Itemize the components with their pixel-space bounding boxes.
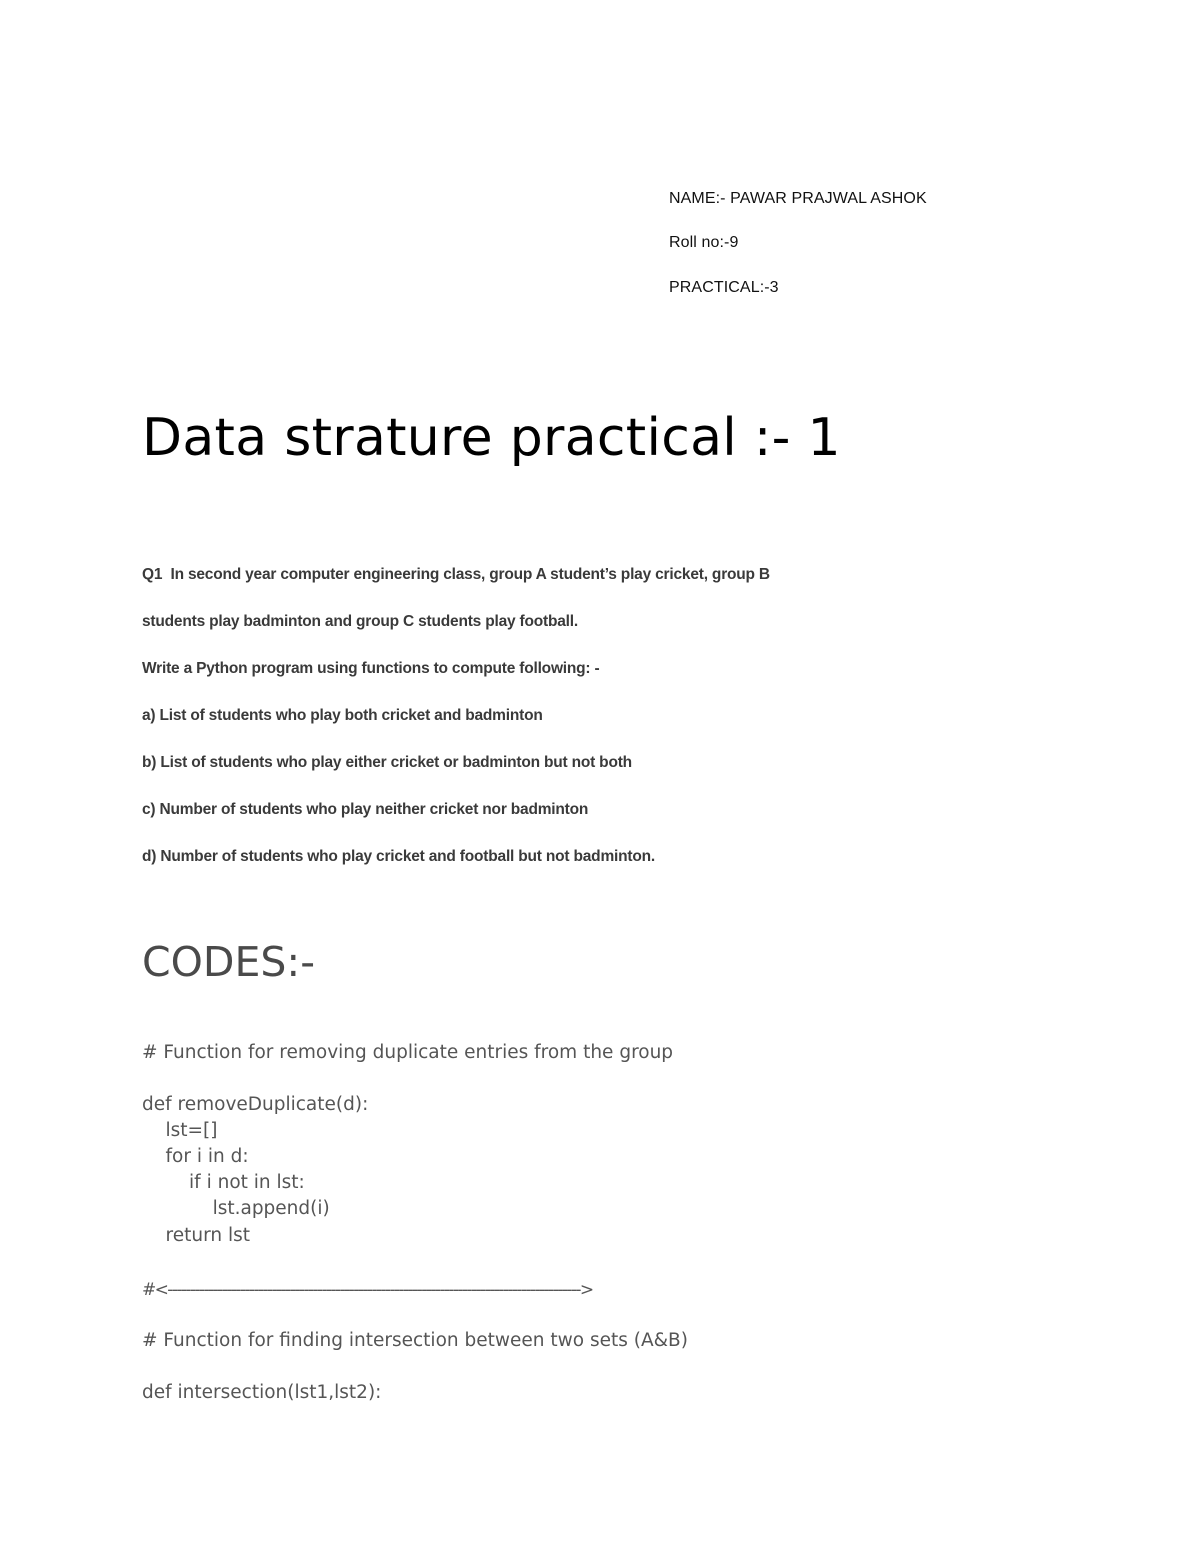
question-line: Write a Python program using functions to compute following: - (142, 660, 600, 677)
practical-number: PRACTICAL:-3 (669, 279, 779, 296)
code-line: def intersection(lst1,lst2): (142, 1382, 382, 1403)
code-line: for i in d: (142, 1146, 249, 1167)
document-title: Data strature practical :- 1 (142, 408, 841, 468)
question-line: students play badminton and group C students play football. (142, 613, 578, 630)
question-item-d: d) Number of students who play cricket and football but not badminton. (142, 848, 656, 865)
question-line: Q1 In second year computer engineering class, group A student’s play cricket, group B (142, 566, 770, 583)
question-item-a: a) List of students who play both cricket and badminton (142, 707, 543, 724)
code-comment: # Function for removing duplicate entries from the group (142, 1042, 674, 1063)
question-item-b: b) List of students who play either cricket or badminton but not both (142, 754, 632, 771)
code-line: return lst (142, 1225, 251, 1246)
code-separator: #<-------------------------------------------------------------------------------------------> (142, 1280, 593, 1300)
code-line: if i not in lst: (142, 1172, 305, 1193)
codes-heading: CODES:- (142, 938, 316, 986)
code-comment: # Function for finding intersection between two sets (A&B) (142, 1330, 688, 1351)
student-name: NAME:- PAWAR PRAJWAL ASHOK (669, 190, 927, 207)
roll-number: Roll no:-9 (669, 234, 739, 251)
code-line: lst=[] (142, 1120, 218, 1141)
code-line: lst.append(i) (142, 1198, 330, 1219)
code-line: def removeDuplicate(d): (142, 1094, 369, 1115)
question-item-c: c) Number of students who play neither cricket nor badminton (142, 801, 589, 818)
